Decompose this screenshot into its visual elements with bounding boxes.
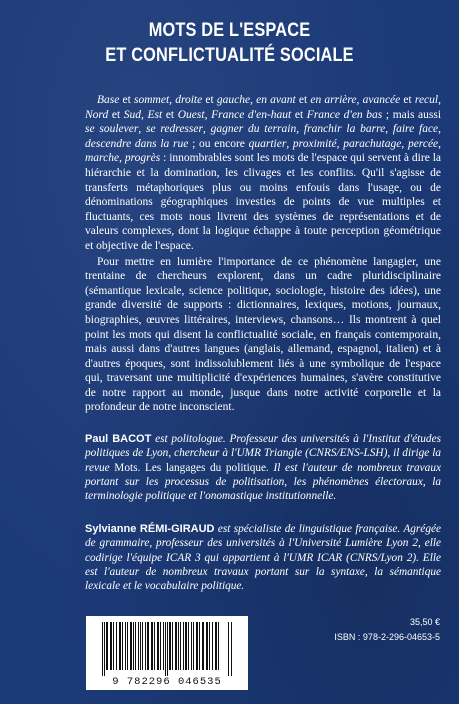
barcode-bar <box>113 622 114 670</box>
title-line-2: ET CONFLICTUALITÉ SOCIALE <box>105 45 354 66</box>
blurb-run: recul <box>414 94 439 106</box>
barcode-bar <box>125 622 126 670</box>
blurb-run: ; mais aussi <box>382 108 442 121</box>
blurb-run: se soulever <box>85 123 139 136</box>
barcode-bar <box>130 622 132 670</box>
author-bio-text: est politologue. Professeur des universités à l'Institut d'études politiques de Lyon, chercheur à l'UMR Triangle (CNRS/ENS-LSH), il dirige la revue <box>85 433 441 474</box>
price: 35,50 € <box>409 617 440 627</box>
blurb-run: sommet <box>134 94 170 106</box>
barcode-bar <box>183 622 184 670</box>
blurb-run: proximité <box>292 137 337 150</box>
blurb-run: , <box>438 137 442 150</box>
blurb-run: et <box>291 108 307 121</box>
barcode-bar <box>172 622 173 670</box>
barcode-bar <box>169 622 171 670</box>
blurb-run: descendre dans la rue <box>85 137 189 150</box>
barcode-bar <box>228 622 229 676</box>
barcode-bar <box>212 622 213 670</box>
blurb-run: droite <box>175 94 203 106</box>
blurb-paragraph-1 <box>85 93 441 254</box>
blurb-run: en arrière <box>310 94 357 106</box>
barcode-bar <box>196 622 198 670</box>
barcode-bar <box>106 622 108 670</box>
barcode-bar <box>138 622 139 670</box>
barcode-bar <box>165 622 166 676</box>
barcode-bar <box>175 622 177 670</box>
barcode-bar <box>163 622 164 670</box>
back-cover-blurb <box>85 93 441 415</box>
blurb-run: se redresser <box>146 123 203 136</box>
blurb-run: ; ou encore <box>188 137 249 150</box>
author-bio-2 <box>85 522 441 593</box>
blurb-run: en avant <box>256 94 296 106</box>
barcode-bar <box>218 622 219 670</box>
blurb-run: France d'en-haut <box>211 108 292 121</box>
barcode-bar <box>215 622 217 670</box>
barcode-bar <box>160 622 161 670</box>
barcode-bar <box>209 622 210 670</box>
author-name: Sylvianne RÉMI-GIRAUD <box>85 523 215 535</box>
barcode-bar <box>154 622 155 670</box>
barcode-bar <box>202 622 204 670</box>
barcode-bar <box>188 622 189 670</box>
blurb-run: progrès <box>124 152 161 165</box>
blurb-run: gauche <box>216 94 251 106</box>
blurb-run: , <box>250 94 257 106</box>
blurb-run: avancée <box>362 94 401 106</box>
blurb-run: , <box>204 108 212 121</box>
barcode-bar <box>122 622 123 670</box>
blurb-run: Base <box>97 94 120 106</box>
barcode-bars <box>100 622 234 676</box>
blurb-run: , <box>438 94 441 106</box>
barcode-bar <box>133 622 134 670</box>
blurb-run: Sud <box>123 108 142 121</box>
blurb-run: quartier <box>248 137 287 150</box>
blurb-run: et <box>162 108 178 121</box>
blurb-run: , <box>138 123 146 136</box>
blurb-run: et <box>400 94 415 106</box>
barcode-bar <box>145 622 146 670</box>
blurb-run: : innombrables sont les mots de l'espace qui servent à dire la hiérarchie et la domination, les clivages et les conflits. Qu'il s'agisse de transferts métaphoriques plus ou moins enfouis dans l'usage, ou de dénominations géographiques investies de points de vue multiples et fluctuants, ces mots nous livrent des systèmes de représentations et de valeurs complexes, dont la logique échappe à toute perception géométrique et objective de l'espace. <box>85 152 442 252</box>
blurb-run: , <box>438 123 442 136</box>
blurb-run: parachutage <box>343 137 402 150</box>
blurb-run: Est <box>147 108 163 121</box>
blurb-run: , <box>286 137 293 150</box>
barcode-bar <box>142 622 143 670</box>
blurb-run: et <box>108 108 124 121</box>
blurb-run: et <box>295 94 311 106</box>
barcode-bar <box>102 622 103 676</box>
barcode-bar <box>147 622 149 670</box>
title-line-1: MOTS DE L'ESPACE <box>148 20 311 41</box>
blurb-run: , <box>356 94 363 106</box>
blurb-run: marche <box>85 152 120 165</box>
barcode-bar <box>185 622 187 670</box>
barcode <box>86 616 248 690</box>
barcode-bar <box>151 622 153 670</box>
barcode-bar <box>119 622 121 670</box>
blurb-run: , <box>385 123 393 136</box>
barcode-bar <box>167 622 168 676</box>
blurb-paragraph-2: Pour mettre en lumière l'importance de ce phénomène langagier, une trentaine de chercheurs explorent, dans un cadre pluridisciplinaire (sémantique lexicale, science politique, sociologie, histoire des idées), une grande diversité de supports : dictionnaires, lexiques, motions, journaux, biographies, œuvres littéraires, interviews, chansons… Ils montrent à quel point les mots qui disent la conflictualité sociale, en français contemporain, mais aussi dans d'autres langues (anglais, allemand, espagnol, italien) et à d'autres époques, sont indissolublement liés à une symbolique de l'espace qui, traversant une multiplicité d'expériences humaines, s'avère constitutive de notre rapport au monde, jusque dans notre activité corporelle et la profondeur de notre inconscient. <box>85 255 441 414</box>
barcode-bar <box>110 622 112 670</box>
barcode-bar <box>135 622 136 670</box>
blurb-run: , <box>202 123 211 136</box>
blurb-run: gagner du terrain <box>210 123 297 136</box>
blurb-run: France d'en bas <box>306 108 383 121</box>
barcode-bar <box>191 622 192 670</box>
blurb-run: et <box>202 94 217 106</box>
barcode-bar <box>231 622 232 676</box>
barcode-bar <box>104 622 105 676</box>
barcode-bar <box>140 622 141 670</box>
barcode-digits: 9 782296 046535 <box>112 676 222 688</box>
blurb-run: percée <box>407 137 439 150</box>
blurb-run: , <box>296 123 304 136</box>
barcode-bar <box>199 622 200 670</box>
author-bio-text: Mots. Les langages du politique <box>114 461 267 474</box>
author-bio-1 <box>85 432 441 503</box>
blurb-run: , <box>141 108 148 121</box>
blurb-run: , <box>169 94 176 106</box>
author-name: Paul BACOT <box>85 433 152 445</box>
blurb-run: , <box>119 152 125 165</box>
barcode-bar <box>157 622 159 670</box>
barcode-bar <box>116 622 117 670</box>
blurb-run: Ouest <box>177 108 205 121</box>
author-bio-text: est spécialiste de linguistique française. Agrégée de grammaire, professeur des universités à l'Université Lumière Lyon 2, elle codirige l'équipe ICAR 3 qui appartient à l'UMR ICAR (CNRS/Lyon 2). Elle est l'auteur de nombreux travaux portant sur la syntaxe, la sémantique lexicale et le vocabulaire politique. <box>85 523 441 593</box>
blurb-run: et <box>119 94 134 106</box>
barcode-bar <box>206 622 208 670</box>
blurb-run: Nord <box>85 108 109 121</box>
barcode-bar <box>180 622 181 670</box>
author-bio-text: . Il est l'auteur de nombreux travaux portant sur les processus de politisation, les phénomènes électoraux, la terminologie politique et l'onomastique institutionnelle. <box>85 461 441 503</box>
blurb-run: faire face <box>392 123 439 136</box>
blurb-run: franchir la barre <box>303 123 386 136</box>
barcode-bar <box>193 622 194 670</box>
book-title <box>32 18 427 68</box>
isbn: ISBN : 978-2-296-04653-5 <box>334 632 440 642</box>
barcode-bar <box>178 622 179 670</box>
barcode-bar <box>127 622 128 670</box>
blurb-run: , <box>401 137 408 150</box>
blurb-run: , <box>336 137 344 150</box>
